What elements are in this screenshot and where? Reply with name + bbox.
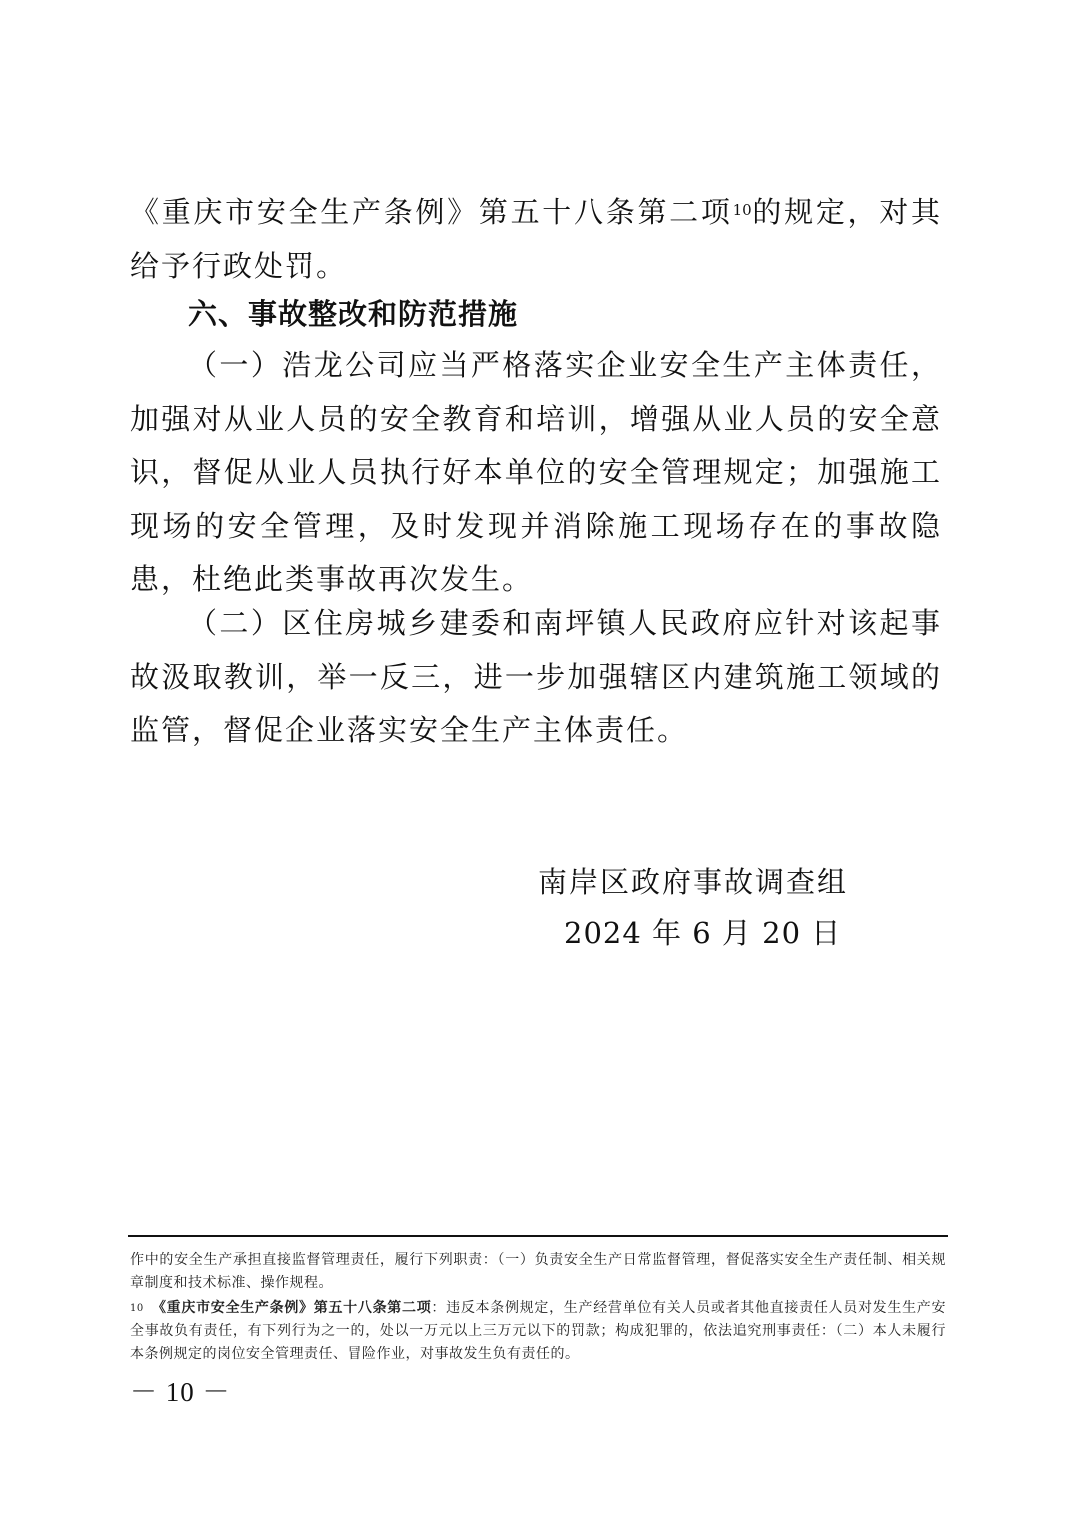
page-number: － 10 － — [130, 1377, 231, 1407]
signature-organization: 南岸区政府事故调查组 — [538, 865, 849, 899]
section-heading: 六、事故整改和防范措施 — [188, 297, 519, 331]
footnote-reference[interactable]: 10 — [732, 201, 752, 219]
measure-item-two: （二）区住房城乡建委和南坪镇人民政府应针对该起事故汲取教训，举一反三，进一步加强辖区内建筑施工领域的监管，督促企业落实安全生产主体责任。 — [130, 606, 942, 747]
continuation-rest-text: 的规定，对其给予行政处罚。 — [130, 195, 942, 283]
continuation-text: 《重庆市安全生产条例》第五十八条第二项 — [130, 195, 733, 229]
footnote-text: ：违反本条例规定，生产经营单位有关人员或者其他直接责任人员对发生生产安全事故负有责任，有下列行为之一的，处以一万元以上三万元以下的罚款；构成犯罪的，依法追究刑事责任：（二）本人未履行本条例规定的岗位安全管理责任、冒险作业，对事故发生负有责任的。 — [130, 1300, 946, 1362]
footnote-number: 10 — [130, 1303, 144, 1314]
footnote-10 — [130, 1297, 946, 1366]
footnote-previous-continuation: 作中的安全生产承担直接监督管理责任，履行下列职责：（一）负责安全生产日常监督管理，督促落实安全生产责任制、相关规章制度和技术标准、操作规程。 — [130, 1252, 946, 1291]
signature-date: 2024 年 6 月 20 日 — [564, 916, 842, 950]
footnote-title: 《重庆市安全生产条例》第五十八条第二项 — [151, 1300, 432, 1316]
measure-item-one: （一）浩龙公司应当严格落实企业安全生产主体责任，加强对从业人员的安全教育和培训，增强从业人员的安全意识，督促从业人员执行好本单位的安全管理规定；加强施工现场的安全管理，及时发现并消除施工现场存在的事故隐患，杜绝此类事故再次发生。 — [130, 348, 942, 596]
footnote-divider — [128, 1235, 948, 1237]
body-paragraph-continuation — [130, 186, 942, 293]
